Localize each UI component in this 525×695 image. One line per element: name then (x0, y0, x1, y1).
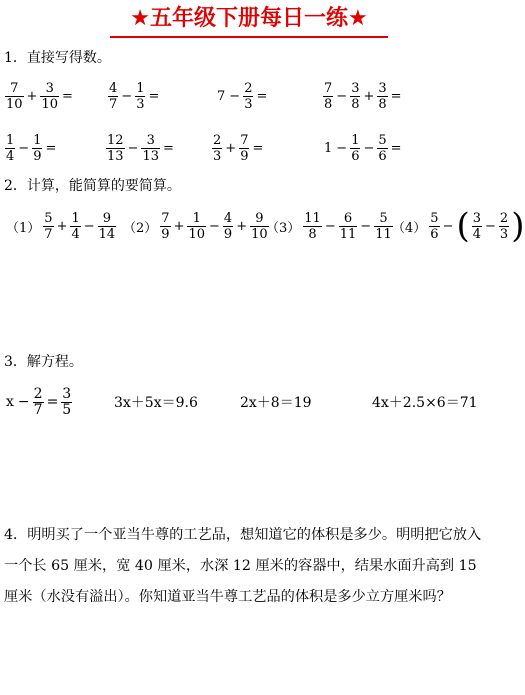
numerator: 1 (6, 132, 15, 148)
denominator: 4 (6, 148, 15, 164)
numerator: 3 (378, 80, 387, 96)
fraction (43, 211, 53, 242)
numerator: 1 (71, 210, 80, 226)
denominator: 9 (223, 226, 233, 242)
math-token: + (56, 218, 68, 234)
calc-item (4, 206, 117, 246)
denominator: 10 (251, 226, 268, 242)
math-token: 4x＋2.5×6＝71 (372, 395, 478, 411)
word-problem: 4．明明买了一个亚当牛尊的工艺品，想知道它的体积是多少。明明把它放入一个长 65 厘米，宽 40 厘米，水深 12 厘米的容器中，结果水面升高到 15 厘米（水没有溢出）。你知道亚当牛尊工艺品的体积是多少立方厘米吗？ (4, 527, 482, 605)
numerator: 2 (33, 385, 43, 402)
fraction (323, 81, 333, 112)
numerator: 7 (161, 210, 170, 226)
math-token: − (442, 218, 454, 234)
math-token: − (485, 218, 496, 234)
denominator: 10 (6, 96, 23, 112)
oral-calc-item (107, 76, 161, 116)
denominator: 10 (188, 226, 206, 242)
math-token: = (390, 140, 402, 156)
math-token: （4） (392, 220, 427, 236)
denominator: 7 (44, 226, 53, 242)
calc-item (264, 206, 394, 246)
section1-row2 (0, 128, 498, 168)
fraction (40, 81, 59, 112)
oral-calc-item (322, 76, 404, 116)
section1-heading: 1．直接写得数。 (4, 50, 111, 66)
numerator: 3 (45, 80, 54, 96)
fraction (106, 133, 125, 164)
fraction (70, 211, 80, 242)
numerator: 1 (192, 210, 201, 226)
section1-row1 (0, 76, 498, 116)
denominator: 3 (213, 148, 222, 164)
math-token: + (225, 140, 237, 156)
denominator: 8 (351, 96, 360, 112)
numerator: 4 (109, 80, 118, 96)
oral-calc-item (215, 76, 269, 116)
numerator: 7 (240, 132, 249, 148)
numerator: 3 (146, 132, 155, 148)
calc-item (121, 206, 270, 246)
numerator: 12 (107, 132, 124, 148)
numerator: 2 (244, 80, 253, 96)
numerator: 5 (44, 210, 53, 226)
math-token: （3） (266, 220, 301, 236)
section2-row (0, 206, 525, 246)
denominator: 9 (240, 148, 249, 164)
denominator: 11 (339, 226, 357, 242)
equation-item (370, 382, 480, 422)
calc-item (390, 206, 525, 246)
fraction (339, 211, 358, 242)
fraction (499, 211, 509, 242)
fraction (239, 133, 249, 164)
denominator: 13 (107, 148, 124, 164)
numerator: 1 (351, 132, 360, 148)
title-underline (110, 36, 388, 38)
parenthesis: ) (511, 206, 525, 246)
math-token: = (148, 88, 160, 104)
math-token: = (252, 140, 264, 156)
fraction (377, 81, 387, 112)
denominator: 6 (430, 226, 439, 242)
math-token: + (363, 88, 375, 104)
math-token: x (6, 394, 14, 410)
fraction (108, 81, 118, 112)
math-token: = (45, 140, 57, 156)
oral-calc-item (4, 128, 58, 168)
math-token: − (17, 394, 30, 410)
denominator: 14 (98, 226, 116, 242)
fraction (32, 133, 42, 164)
denominator: 6 (351, 148, 360, 164)
numerator: 5 (378, 132, 387, 148)
numerator: 3 (62, 385, 72, 402)
numerator: 7 (10, 80, 19, 96)
page-title: ★五年级下册每日一练★ (130, 6, 368, 31)
denominator: 4 (71, 226, 80, 242)
denominator: 11 (375, 226, 392, 242)
denominator: 7 (109, 96, 118, 112)
math-token: − (324, 218, 336, 234)
denominator: 8 (308, 226, 317, 242)
math-token: − (229, 88, 241, 104)
numerator: 3 (351, 80, 360, 96)
math-token: − (83, 218, 95, 234)
denominator: 10 (41, 96, 58, 112)
math-token: − (336, 88, 348, 104)
fraction (212, 133, 222, 164)
fraction (98, 211, 117, 242)
fraction (5, 133, 15, 164)
numerator: 5 (430, 210, 439, 226)
math-token: = (46, 394, 59, 410)
math-token: − (360, 218, 372, 234)
numerator: 2 (499, 210, 509, 226)
oral-calc-item (105, 128, 176, 168)
denominator: 5 (62, 401, 72, 418)
numerator: 5 (379, 210, 388, 226)
math-token: − (121, 88, 133, 104)
denominator: 9 (33, 148, 42, 164)
math-token: = (163, 140, 174, 156)
oral-calc-item (211, 128, 265, 168)
fraction (5, 81, 24, 112)
denominator: 7 (33, 401, 43, 418)
math-token: 1 (324, 140, 333, 156)
math-token: − (209, 218, 220, 234)
numerator: 2 (213, 132, 222, 148)
denominator: 9 (161, 226, 170, 242)
fraction (303, 211, 322, 242)
equation-item (238, 382, 314, 422)
fraction (135, 81, 145, 112)
fraction (187, 211, 206, 242)
denominator: 8 (378, 96, 387, 112)
fraction (350, 81, 360, 112)
math-token: − (363, 140, 375, 156)
math-token: + (26, 88, 38, 104)
fraction (33, 387, 44, 418)
section3-heading: 3．解方程。 (4, 354, 83, 370)
math-token: 7 (217, 88, 226, 104)
numerator: 7 (324, 80, 333, 96)
math-token: （1） (6, 220, 41, 236)
numerator: 9 (102, 210, 112, 226)
fraction (377, 133, 387, 164)
equation-item (112, 382, 200, 422)
denominator: 13 (142, 148, 159, 164)
equation-item (4, 382, 73, 422)
fraction (223, 211, 233, 242)
math-token: + (173, 218, 185, 234)
fraction (160, 211, 170, 242)
math-token: 2x＋8＝19 (240, 395, 312, 411)
math-token: 3x＋5x＝9.6 (114, 395, 198, 411)
numerator: 9 (255, 210, 264, 226)
math-token: − (336, 140, 348, 156)
math-token: = (62, 88, 73, 104)
denominator: 8 (324, 96, 333, 112)
math-token: （2） (123, 220, 158, 236)
numerator: 4 (223, 210, 233, 226)
math-token: + (236, 218, 248, 234)
oral-calc-item (4, 76, 75, 116)
math-token: = (390, 88, 402, 104)
fraction (350, 133, 360, 164)
denominator: 4 (472, 226, 482, 242)
denominator: 6 (378, 148, 387, 164)
numerator: 1 (136, 80, 145, 96)
section3-row (0, 382, 498, 422)
section2-heading: 2．计算，能简算的要简算。 (4, 178, 181, 194)
oral-calc-item (322, 128, 404, 168)
numerator: 6 (343, 210, 353, 226)
denominator: 3 (499, 226, 509, 242)
numerator: 1 (33, 132, 42, 148)
math-token: − (127, 140, 139, 156)
denominator: 3 (244, 96, 253, 112)
fraction (429, 211, 439, 242)
fraction (243, 81, 253, 112)
math-token: − (18, 140, 30, 156)
fraction (472, 211, 482, 242)
parenthesis: ( (456, 206, 470, 246)
math-token: = (256, 88, 268, 104)
fraction (61, 387, 72, 418)
numerator: 3 (472, 210, 482, 226)
fraction (141, 133, 160, 164)
denominator: 3 (136, 96, 145, 112)
numerator: 11 (304, 210, 321, 226)
